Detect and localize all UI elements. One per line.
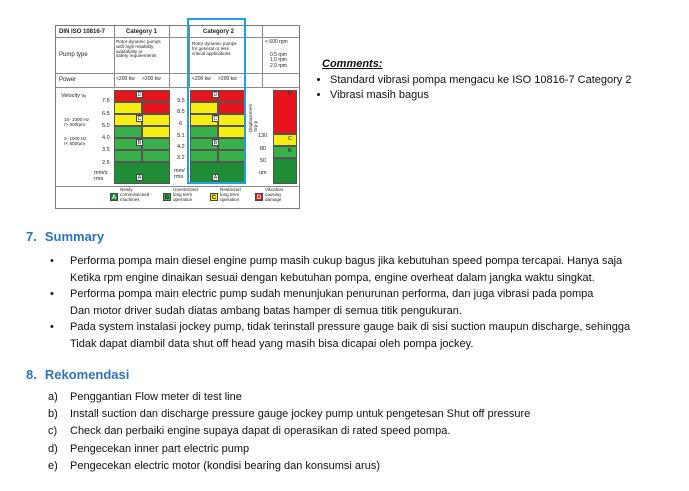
velocity-label: Velocity vₑ — [61, 93, 87, 99]
cat2-velocity-tick: 6 — [179, 121, 183, 127]
velocity-tick: 3.5 — [102, 147, 110, 153]
comments-block — [314, 58, 631, 103]
zone-b-cell — [142, 150, 170, 162]
legend-d-text: Vibration causing damage — [265, 187, 284, 202]
list-item: c) Check dan perbaiki engine supaya dapat di operasikan di rated speed pompa. — [48, 425, 451, 438]
displacement-tick: 80 — [260, 146, 267, 152]
velocity-tick: 5.0 — [102, 123, 110, 129]
zone-b-cell — [273, 146, 297, 158]
zone-c-cell — [114, 102, 142, 114]
displacement-label: Displacement Srp-p — [248, 104, 258, 132]
velocity-band-2: 2- 1000 Hz r< 600rpm — [64, 136, 87, 146]
velocity-unit: mm/s rms — [94, 170, 108, 182]
zone-letter: C — [213, 116, 218, 122]
zone-letter: A — [213, 175, 218, 181]
cat2-velocity-tick: 5.1 — [177, 133, 185, 139]
recommendations-list — [48, 389, 530, 475]
table-line — [169, 26, 170, 87]
recommendations-title: Rekomendasi — [44, 367, 130, 382]
comments-list — [314, 73, 631, 103]
power-cat2-high: >200 kw — [218, 76, 237, 82]
velocity-tick: 4.0 — [102, 135, 110, 141]
zone-letter: D — [137, 92, 142, 98]
summary-title: Summary — [44, 229, 105, 244]
zone-c-cell — [142, 114, 170, 126]
legend-a-text: Newly commissioned machines — [120, 187, 150, 202]
category-1-header: Category 1 — [126, 29, 158, 35]
zone-letter: B — [137, 140, 142, 146]
category-1-desc: Rotor dynamic pumps with high reliability, availability or safety requirements — [116, 39, 161, 59]
legend-b-swatch: B — [164, 195, 170, 201]
zone-letter: D — [213, 92, 218, 98]
category-2-header: Category 2 — [203, 29, 235, 35]
displacement-tick: 50 — [260, 158, 267, 164]
list-item: • Performa pompa main electric pump sudah menunjukan penurunan performa, dan juga vibrasi pada pompa Dan motor driver sudah diatas ambang batas hamper di semua titik pengukuran. — [48, 286, 678, 319]
list-item: • Performa pompa main diesel engine pump masih cukup bagus jika kebutuhan speed pompa tercapai. Hanya saja Ketika rpm engine dinaikan sesuai dengan kebutuhan pompa, engine overheat dalam jangka waktu singkat. — [48, 253, 678, 286]
power-cat1-low: <200 kw — [116, 76, 135, 82]
table-line — [262, 26, 263, 87]
list-item: • Pada system instalasi jockey pump, tidak terinstall pressure gauge baik di sisi suction maupun discharge, sehingga Tidak dapat diambil data shut off head yang masih bisa dicapai oleh pompa jockey. — [48, 319, 678, 352]
zone-c-cell — [273, 134, 297, 146]
summary-heading — [26, 229, 104, 244]
list-item: a) Penggantian Flow meter di test line — [48, 391, 242, 403]
zone-letter: A — [137, 175, 142, 181]
iso-10816-7-table — [55, 25, 300, 209]
velocity-tick: 7.6 — [102, 98, 110, 104]
cat2-velocity-tick: 3.2 — [177, 155, 185, 161]
power-label: Power — [59, 77, 77, 83]
comments-title: Comments: — [322, 58, 383, 70]
list-item: b) Install suction dan discharge pressure gauge jockey pump untuk pengetesan Shut off pressure — [48, 408, 531, 421]
velocity-tick: 2.5 — [102, 160, 110, 166]
summary-number: 7. — [26, 229, 37, 244]
summary-list — [48, 253, 678, 352]
cat2-velocity-tick: 8.5 — [177, 109, 185, 115]
comment-item: • Vibrasi masih bagus — [330, 88, 631, 103]
power-cat2-low: <200 kw — [192, 76, 211, 82]
list-item: e) Pengecekan electric motor (kondisi bearing dan konsumsi arus) — [48, 459, 380, 472]
cat2-velocity-tick: 9.5 — [177, 98, 185, 104]
legend-c-text: Restricted long term operation — [220, 187, 241, 202]
legend-a-swatch: A — [111, 195, 117, 201]
standard-label: DIN ISO 10816-7 — [59, 29, 106, 35]
zone-c-cell — [142, 126, 170, 138]
zone-d-cell — [142, 102, 170, 114]
comment-item: • Standard vibrasi pompa mengacu ke ISO 10816-7 Category 2 — [330, 73, 631, 88]
zone-a-cell — [273, 158, 297, 184]
list-item: d) Pengecekan inner part electric pump — [48, 442, 250, 455]
rpm-values: 0.5 rpm 1.0 rpm 2.0 rpm — [270, 52, 287, 69]
zone-d-cell — [142, 90, 170, 102]
zone-b-cell — [114, 150, 142, 162]
zone-b-cell — [114, 126, 142, 138]
table-line — [56, 87, 299, 88]
zone-letter: B — [213, 140, 218, 146]
zone-letter: B — [288, 148, 292, 154]
recommendations-number: 8. — [26, 367, 37, 382]
velocity-band-1: 10- 1000 Hz r> 600rpm — [64, 117, 90, 127]
category-2-highlight-box — [187, 18, 246, 184]
zone-letter: D — [288, 91, 292, 97]
pump-type-label: Pump type — [59, 52, 88, 58]
category-2-desc: Rotor dynamic pumps for general or less critical applications — [192, 41, 237, 56]
rpm-label: < 600 rpm — [265, 39, 288, 45]
velocity-tick: 6.5 — [102, 111, 110, 117]
displacement-unit: um — [259, 170, 267, 176]
displacement-tick: 130 — [258, 133, 268, 139]
power-cat1-high: >200 kw — [142, 76, 161, 82]
zone-letter: C — [288, 136, 292, 142]
table-line — [114, 26, 115, 87]
zone-b-cell — [142, 138, 170, 150]
cat2-velocity-unit: mm/ rms — [174, 168, 185, 180]
cat2-velocity-tick: 4.2 — [177, 144, 185, 150]
zone-d-cell — [273, 90, 297, 134]
recommendations-heading — [26, 367, 129, 382]
legend-c-swatch: C — [211, 195, 217, 201]
legend-d-swatch: D — [256, 195, 262, 201]
zone-letter: C — [137, 116, 142, 122]
legend-b-text: Unrestricted long term operation — [173, 187, 198, 202]
